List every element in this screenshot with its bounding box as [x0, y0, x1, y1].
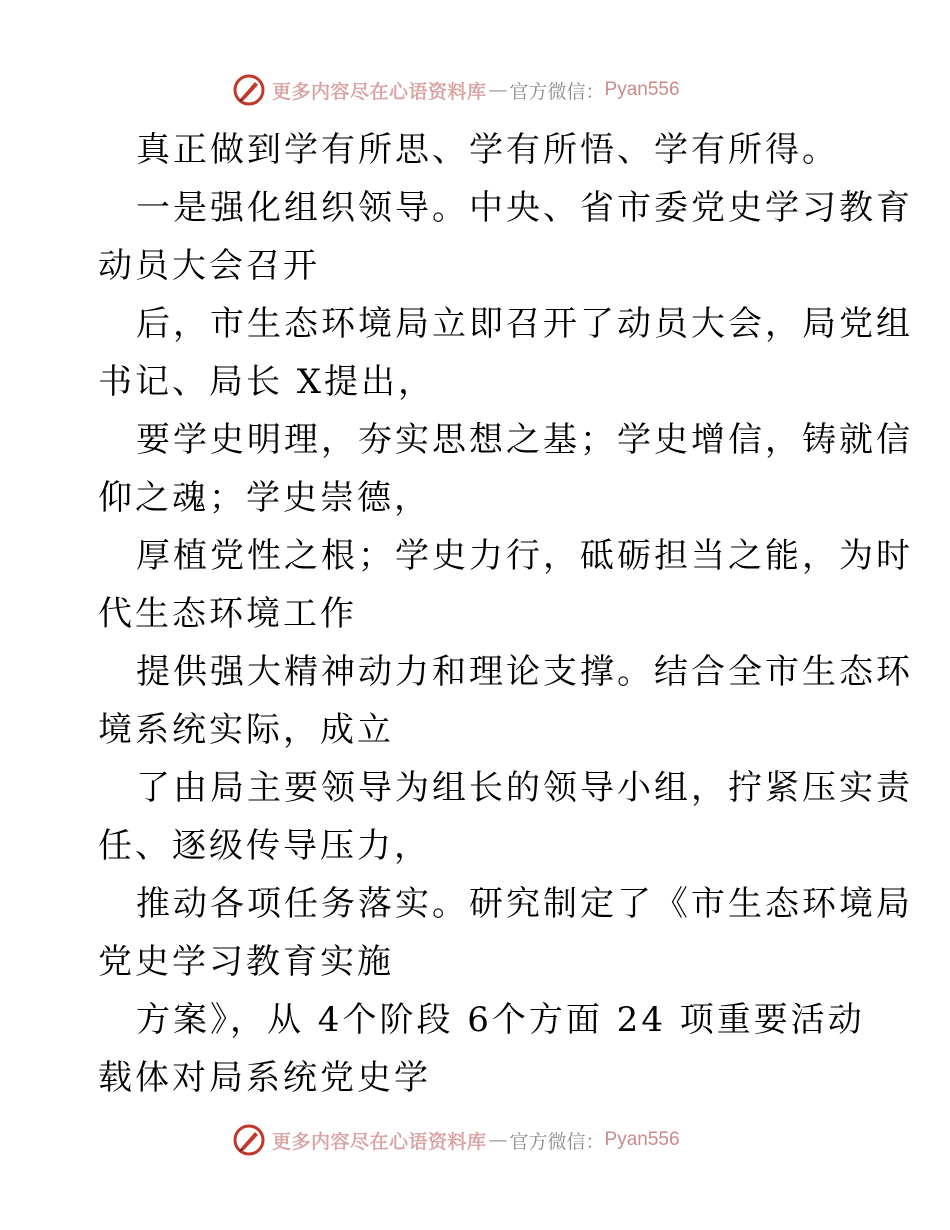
quill-pen-logo-icon: [232, 1123, 266, 1157]
text-line-11: 境系统实际，成立: [98, 710, 394, 750]
text-line-7: 仰之魂；学史崇德，: [98, 478, 431, 518]
watermark-site-text: 更多内容尽在心语资料库: [272, 1130, 487, 1153]
header-watermark: [232, 72, 680, 108]
text-line-5: 书记、局长 X提出，: [98, 362, 436, 402]
text-line-3: 动员大会召开: [98, 246, 320, 286]
watermark-label: 官方微信：: [509, 1130, 605, 1153]
watermark-separator: —: [488, 1129, 508, 1151]
footer-watermark: [232, 1122, 680, 1158]
text-line-6: 要学史明理，夯实思想之基；学史增信，铸就信: [136, 420, 913, 460]
text-line-16: 方案》，从 4个阶段 6个方面 24 项重要活动: [136, 1000, 865, 1040]
text-line-14: 推动各项任务落实。研究制定了《市生态环境局: [136, 884, 913, 924]
text-line-17: 载体对局系统党史学: [98, 1058, 431, 1098]
watermark-account: Pyan556: [604, 1129, 680, 1150]
watermark-account: Pyan556: [604, 79, 680, 100]
text-line-9: 代生态环境工作: [98, 594, 357, 634]
text-line-4: 后，市生态环境局立即召开了动员大会，局党组: [136, 304, 913, 344]
text-line-2: 一是强化组织领导。中央、省市委党史学习教育: [136, 188, 913, 228]
watermark-label: 官方微信：: [509, 80, 605, 103]
watermark-separator: —: [488, 79, 508, 101]
watermark-site-text: 更多内容尽在心语资料库: [272, 80, 487, 103]
text-line-10: 提供强大精神动力和理论支撑。结合全市生态环: [136, 652, 913, 692]
text-line-15: 党史学习教育实施: [98, 942, 394, 982]
text-line-12: 了由局主要领导为组长的领导小组，拧紧压实责: [136, 768, 913, 808]
text-line-13: 任、逐级传导压力，: [98, 826, 431, 866]
quill-pen-logo-icon: [232, 73, 266, 107]
text-line-8: 厚植党性之根；学史力行，砥砺担当之能，为时: [136, 536, 913, 576]
text-line-1: 真正做到学有所思、学有所悟、学有所得。: [136, 130, 839, 170]
